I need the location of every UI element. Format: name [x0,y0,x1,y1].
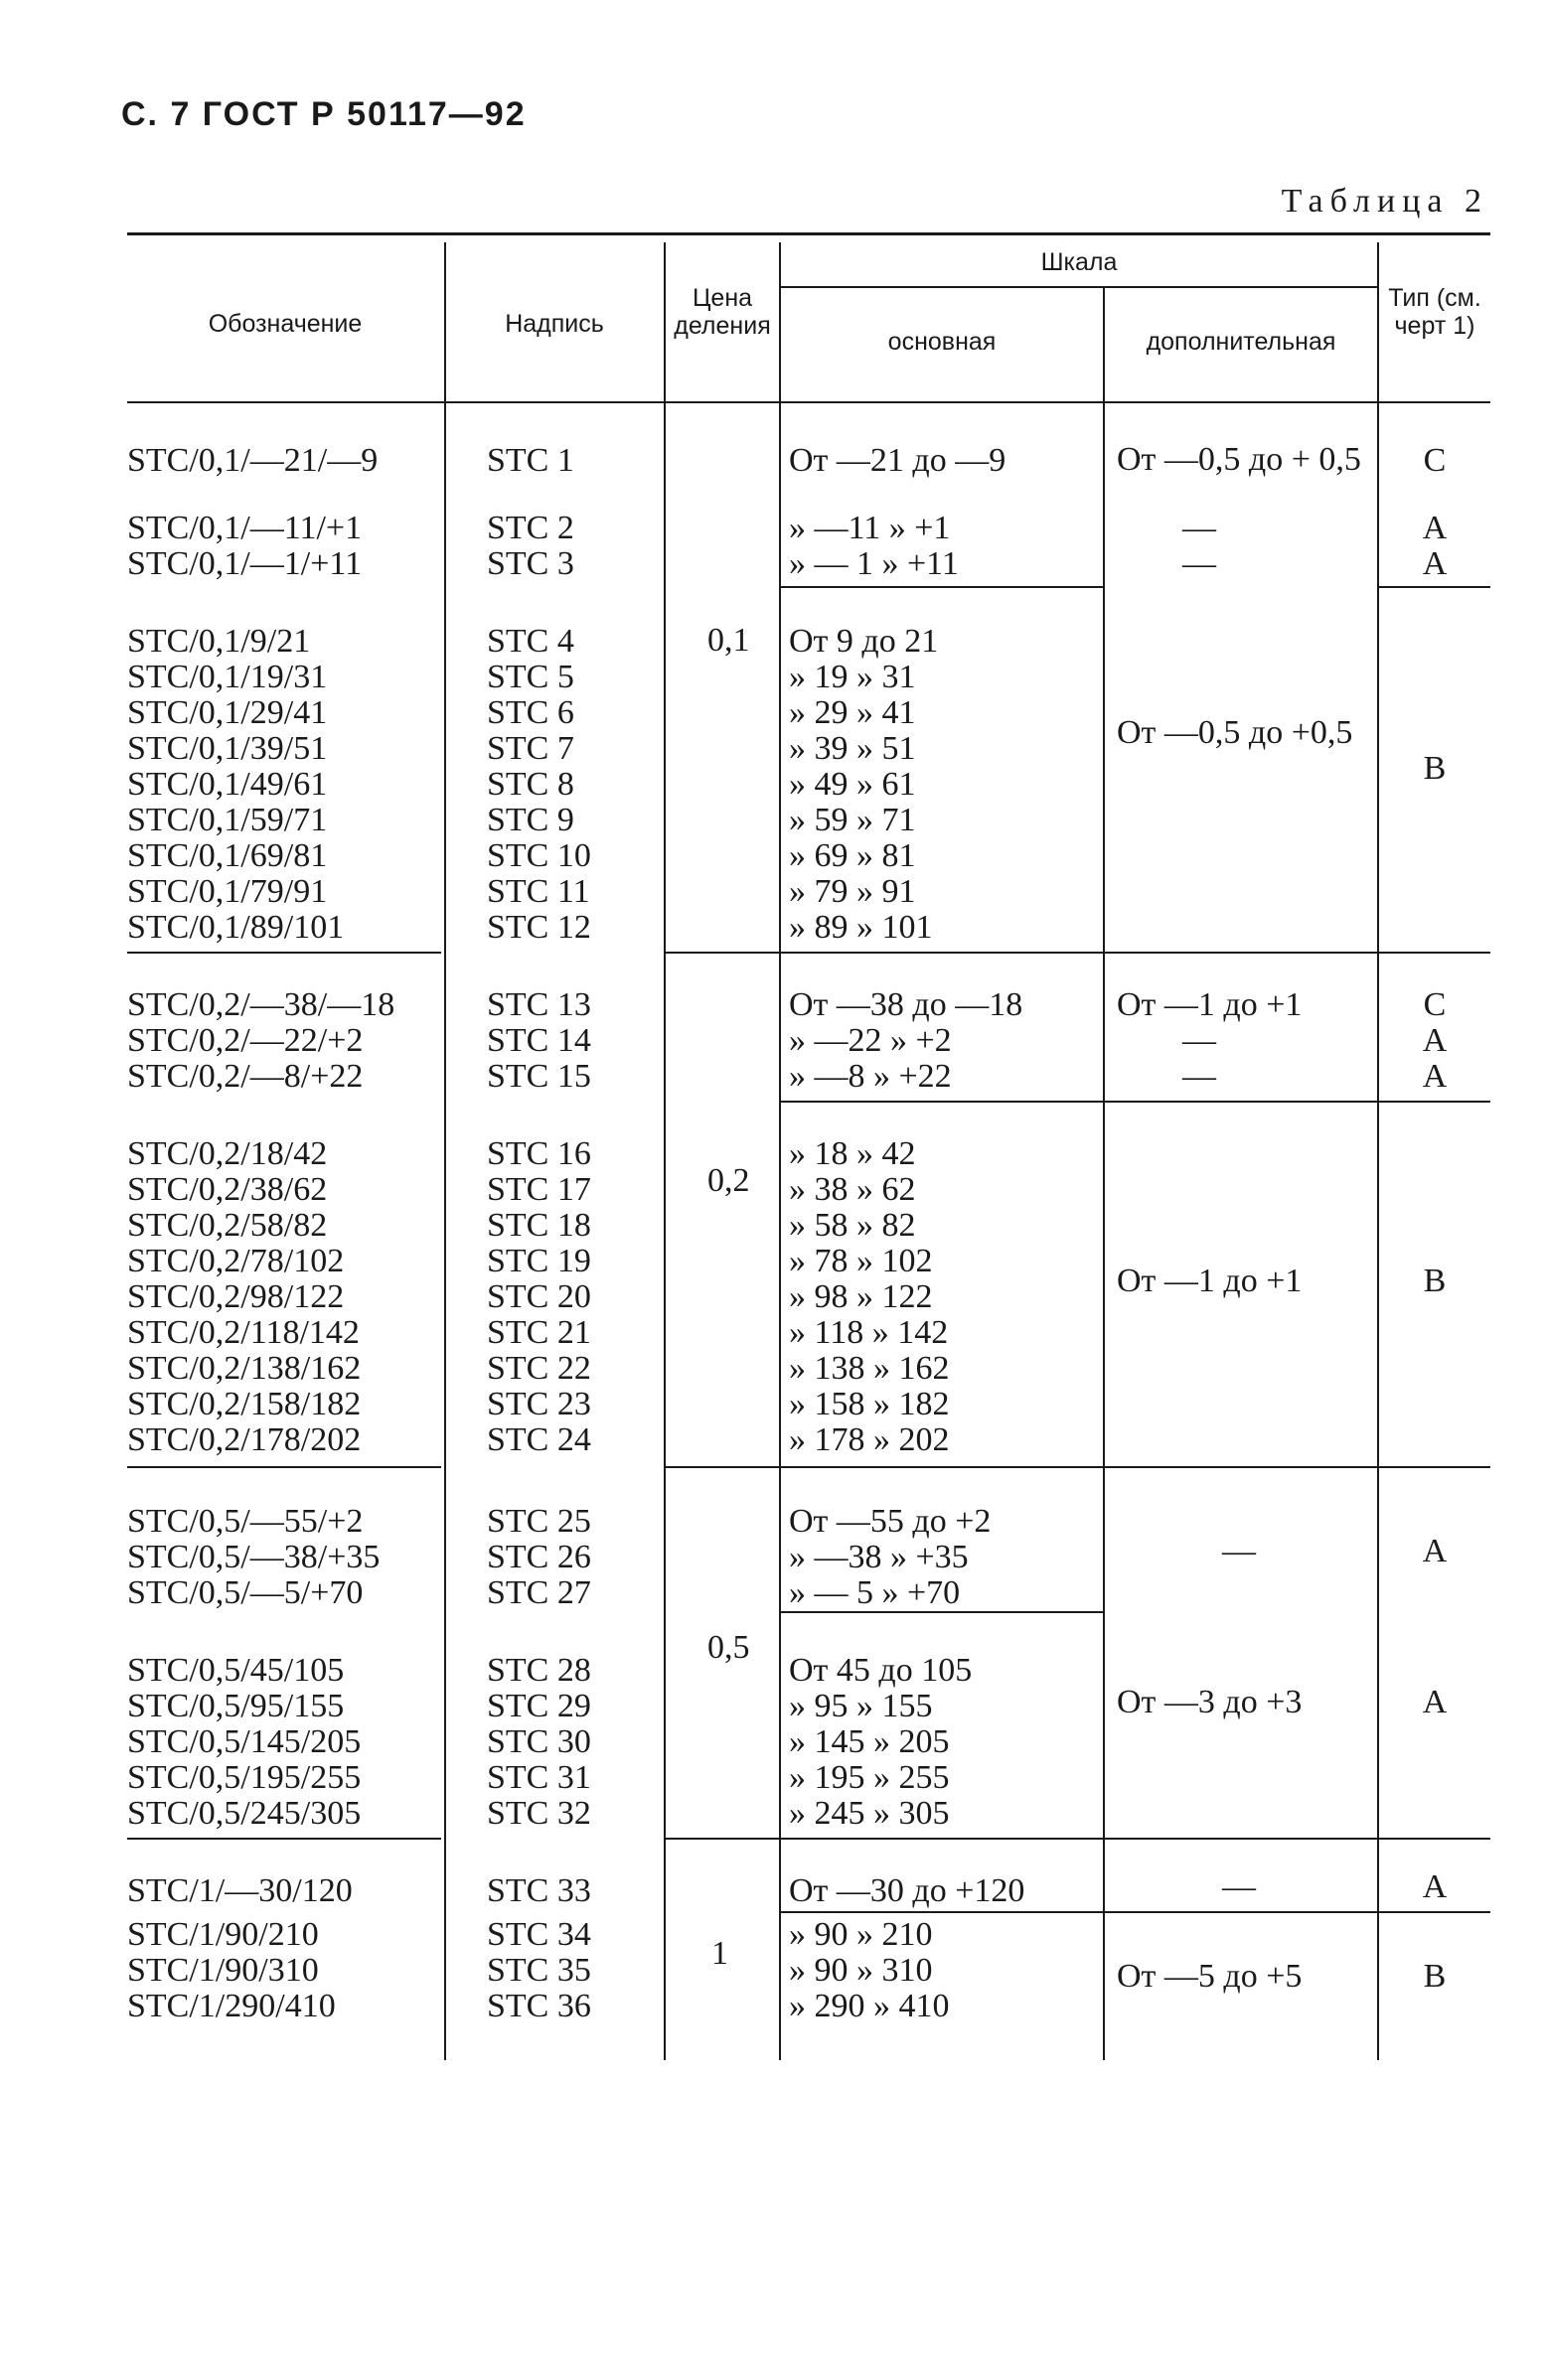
main-scale-cell: От —38 до —18 [789,986,1023,1023]
inscription-cell: STC 7 [487,730,574,767]
inscription-cell: STC 22 [487,1350,591,1387]
inscription-cell: STC 24 [487,1421,591,1458]
group-rule [666,1838,1490,1840]
header-type: Тип (см. черт 1) [1388,284,1481,340]
type-value: А [1422,1058,1448,1095]
main-scale-cell: » 69 » 81 [789,837,916,874]
main-scale-cell: » 19 » 31 [789,659,916,695]
type-value: А [1422,510,1448,546]
designation-cell: STC/1/290/410 [127,1988,336,2024]
main-scale-cell: » —22 » +2 [789,1022,952,1059]
additional-scale: — [1182,545,1216,582]
additional-scale: — [1182,1022,1216,1059]
division-price-0-1: 0,1 [707,622,750,659]
main-scale-cell: » 18 » 42 [789,1135,916,1172]
inscription-cell: STC 35 [487,1952,591,1989]
inscription-cell: STC 33 [487,1872,591,1909]
additional-scale: От —0,5 до + 0,5 [1117,441,1361,478]
additional-scale: — [1222,1533,1256,1569]
header-inscription: Надпись [505,310,604,338]
type-value: А [1422,1868,1448,1905]
designation-cell: STC/0,1/9/21 [127,623,311,660]
inscription-cell: STC 21 [487,1314,591,1351]
designation-cell: STC/1/90/210 [127,1916,319,1953]
header-scale-additional: дополнительная [1146,328,1336,356]
main-scale-cell: » 79 » 91 [789,873,916,910]
subgroup-rule [781,1101,1377,1103]
subgroup-rule [1379,586,1490,588]
designation-cell: STC/0,1/59/71 [127,802,328,838]
main-scale-cell: От —55 до +2 [789,1503,992,1540]
designation-cell: STC/0,2/58/82 [127,1207,328,1244]
designation-cell: STC/0,5/195/255 [127,1759,362,1796]
main-scale-cell: » 245 » 305 [789,1795,950,1832]
inscription-cell: STC 27 [487,1574,591,1611]
inscription-cell: STC 8 [487,766,574,803]
inscription-cell: STC 11 [487,873,590,910]
main-scale-cell: » — 1 » +11 [789,545,959,582]
designation-cell: STC/0,2/—22/+2 [127,1022,364,1059]
inscription-cell: STC 31 [487,1759,591,1796]
main-scale-cell: » 49 » 61 [789,766,916,803]
type-value: А [1422,1533,1448,1569]
inscription-cell: STC 13 [487,986,591,1023]
subgroup-rule [781,1911,1103,1913]
designation-cell: STC/0,1/—1/+11 [127,545,363,582]
col-divider-2 [664,242,666,2060]
designation-cell: STC/0,2/—8/+22 [127,1058,364,1095]
inscription-cell: STC 17 [487,1171,591,1208]
table-top-rule [127,232,1490,235]
inscription-cell: STC 15 [487,1058,591,1095]
inscription-cell: STC 2 [487,510,574,546]
main-scale-cell: » 195 » 255 [789,1759,950,1796]
designation-cell: STC/0,5/95/155 [127,1688,345,1724]
table-label: Таблица 2 [1281,183,1488,220]
designation-cell: STC/0,2/118/142 [127,1314,360,1351]
designation-cell: STC/0,1/—21/—9 [127,442,379,479]
main-scale-cell: » 58 » 82 [789,1207,916,1244]
additional-scale: От —3 до +3 [1117,1684,1303,1720]
designation-cell: STC/0,5/—5/+70 [127,1574,364,1611]
subgroup-rule [781,1611,1103,1613]
group-rule [666,952,1490,954]
division-price-1: 1 [711,1935,728,1972]
subgroup-rule [781,586,1103,588]
designation-cell: STC/0,2/18/42 [127,1135,328,1172]
inscription-cell: STC 29 [487,1688,591,1724]
additional-scale: — [1182,1058,1216,1095]
main-scale-cell: » 89 » 101 [789,909,933,946]
main-scale-cell: » 90 » 310 [789,1952,933,1989]
inscription-cell: STC 30 [487,1723,591,1760]
main-scale-cell: » 90 » 210 [789,1916,933,1953]
inscription-cell: STC 16 [487,1135,591,1172]
designation-cell: STC/0,1/79/91 [127,873,328,910]
inscription-cell: STC 23 [487,1386,591,1422]
type-value: С [1423,986,1447,1023]
group-rule [127,1838,441,1840]
division-price-0-2: 0,2 [707,1162,750,1199]
main-scale-cell: » 290 » 410 [789,1988,950,2024]
main-scale-cell: » — 5 » +70 [789,1574,961,1611]
inscription-cell: STC 14 [487,1022,591,1059]
designation-cell: STC/0,2/78/102 [127,1243,345,1279]
additional-scale: — [1222,1868,1256,1905]
header-designation: Обозначение [208,310,363,338]
inscription-cell: STC 18 [487,1207,591,1244]
designation-cell: STC/0,5/45/105 [127,1652,345,1689]
header-bottom-rule [127,401,1490,403]
designation-cell: STC/0,2/38/62 [127,1171,328,1208]
additional-scale: От —1 до +1 [1117,986,1303,1023]
designation-cell: STC/0,1/29/41 [127,694,328,731]
type-value: В [1423,1958,1447,1995]
main-scale-cell: » 118 » 142 [789,1314,949,1351]
subgroup-rule [1379,1101,1490,1103]
main-scale-cell: » —11 » +1 [789,510,951,546]
inscription-cell: STC 36 [487,1988,591,2024]
header-scale-main: основная [887,328,997,356]
col-divider-3 [779,242,781,2060]
type-value: В [1423,750,1447,787]
type-value: А [1422,1684,1448,1720]
group-rule [666,1466,1490,1468]
main-scale-cell: » 138 » 162 [789,1350,950,1387]
inscription-cell: STC 12 [487,909,591,946]
inscription-cell: STC 1 [487,442,574,479]
inscription-cell: STC 25 [487,1503,591,1540]
main-scale-cell: » 145 » 205 [789,1723,950,1760]
designation-cell: STC/0,1/39/51 [127,730,328,767]
designation-cell: STC/0,2/158/182 [127,1386,362,1422]
inscription-cell: STC 26 [487,1539,591,1575]
header-division-price: Цена деления [674,284,771,340]
col-divider-1 [444,242,446,2060]
main-scale-cell: » 38 » 62 [789,1171,916,1208]
additional-scale: От —1 до +1 [1117,1263,1303,1299]
type-value: А [1422,1022,1448,1059]
designation-cell: STC/1/—30/120 [127,1872,353,1909]
designation-cell: STC/0,1/49/61 [127,766,328,803]
scale-subheader-rule [781,286,1377,288]
inscription-cell: STC 5 [487,659,574,695]
main-scale-cell: » 39 » 51 [789,730,916,767]
main-scale-cell: » 98 » 122 [789,1278,933,1315]
designation-cell: STC/0,5/145/205 [127,1723,362,1760]
group-rule [127,1466,441,1468]
additional-scale: От —5 до +5 [1117,1958,1303,1995]
subgroup-rule [1103,1911,1490,1913]
designation-cell: STC/0,5/—55/+2 [127,1503,364,1540]
col-divider-4 [1103,288,1105,2060]
additional-scale: От —0,5 до +0,5 [1117,714,1353,751]
inscription-cell: STC 3 [487,545,574,582]
designation-cell: STC/0,2/98/122 [127,1278,345,1315]
main-scale-cell: От 9 до 21 [789,623,939,660]
group-rule [127,952,441,954]
main-scale-cell: » —8 » +22 [789,1058,952,1095]
designation-cell: STC/0,2/—38/—18 [127,986,395,1023]
type-value: А [1422,545,1448,582]
designation-cell: STC/0,1/69/81 [127,837,328,874]
inscription-cell: STC 6 [487,694,574,731]
additional-scale: — [1182,510,1216,546]
main-scale-cell: От —30 до +120 [789,1872,1025,1909]
page-header: С. 7 ГОСТ Р 50117—92 [121,95,527,133]
main-scale-cell: От —21 до —9 [789,442,1006,479]
designation-cell: STC/0,1/19/31 [127,659,328,695]
main-scale-cell: » 78 » 102 [789,1243,933,1279]
designation-cell: STC/1/90/310 [127,1952,319,1989]
inscription-cell: STC 4 [487,623,574,660]
inscription-cell: STC 9 [487,802,574,838]
main-scale-cell: » 59 » 71 [789,802,916,838]
main-scale-cell: От 45 до 105 [789,1652,973,1689]
main-scale-cell: » —38 » +35 [789,1539,969,1575]
inscription-cell: STC 32 [487,1795,591,1832]
inscription-cell: STC 19 [487,1243,591,1279]
division-price-0-5: 0,5 [707,1629,750,1666]
type-value: С [1423,442,1447,479]
main-scale-cell: » 158 » 182 [789,1386,950,1422]
main-scale-cell: » 178 » 202 [789,1421,950,1458]
designation-cell: STC/0,2/178/202 [127,1421,362,1458]
main-scale-cell: » 95 » 155 [789,1688,933,1724]
header-scale: Шкала [1040,248,1118,276]
inscription-cell: STC 10 [487,837,591,874]
designation-cell: STC/0,1/89/101 [127,909,345,946]
designation-cell: STC/0,2/138/162 [127,1350,362,1387]
inscription-cell: STC 34 [487,1916,591,1953]
designation-cell: STC/0,5/245/305 [127,1795,362,1832]
inscription-cell: STC 20 [487,1278,591,1315]
designation-cell: STC/0,5/—38/+35 [127,1539,381,1575]
designation-cell: STC/0,1/—11/+1 [127,510,363,546]
main-scale-cell: » 29 » 41 [789,694,916,731]
inscription-cell: STC 28 [487,1652,591,1689]
type-value: В [1423,1263,1447,1299]
